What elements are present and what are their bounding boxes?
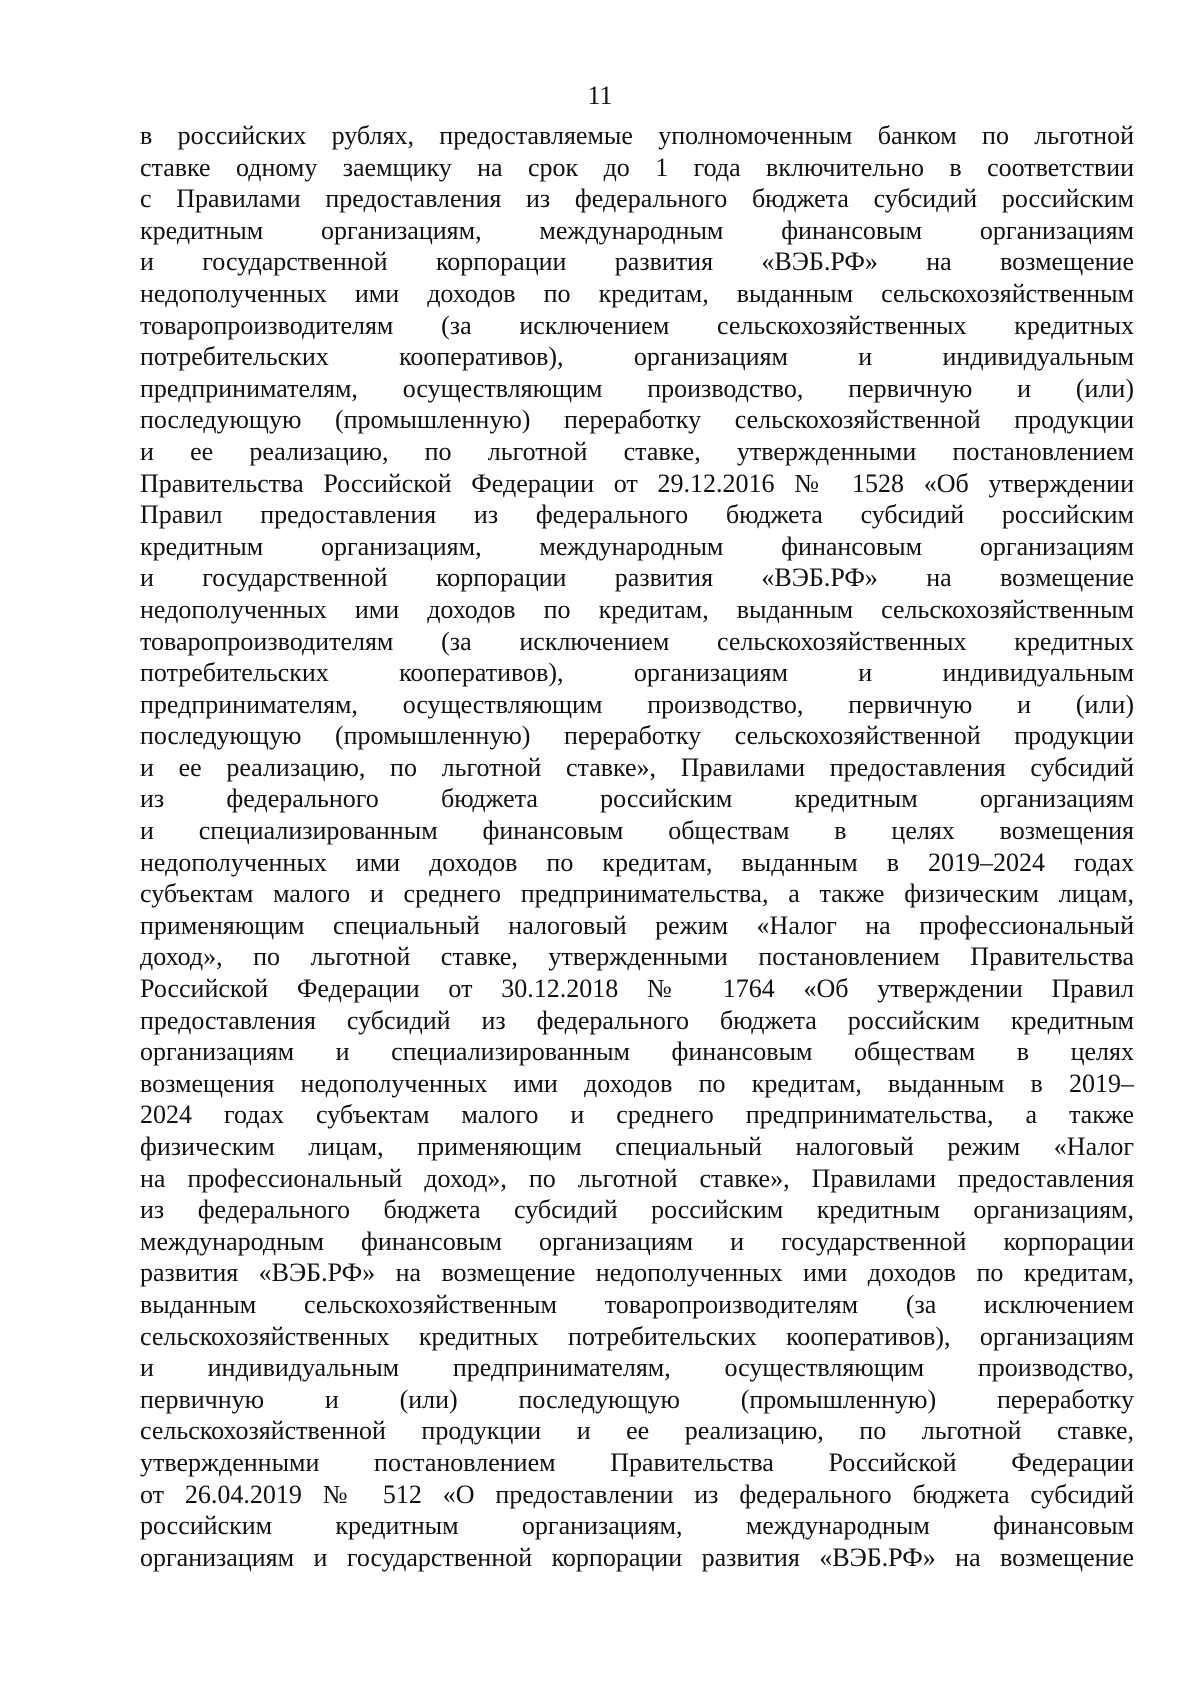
text-line: от 26.04.2019 № 512 «О предоставлении из федерального бюджета субсидий bbox=[140, 1479, 1134, 1509]
text-line: Правил предоставления из федерального бюджета субсидий российским bbox=[140, 500, 1134, 530]
text-line: Российской Федерации от 30.12.2018 № 1764 «Об утверждении Правил bbox=[140, 974, 1134, 1004]
text-line: физическим лицам, применяющим специальный налоговый режим «Налог bbox=[140, 1132, 1134, 1161]
text-line: с Правилами предоставления из федерального бюджета субсидий российским bbox=[140, 184, 1134, 214]
text-line: сельскохозяйственной продукции и ее реализацию, по льготной ставке, bbox=[140, 1416, 1134, 1446]
text-line: недополученных ими доходов по кредитам, выданным в 2019–2024 годах bbox=[140, 847, 1134, 877]
text-line: Правительства Российской Федерации от 29.12.2016 № 1528 «Об утверждении bbox=[140, 468, 1134, 498]
text-line: российским кредитным организациям, международным финансовым bbox=[140, 1511, 1134, 1541]
text-line: из федерального бюджета российским кредитным организациям bbox=[140, 784, 1134, 814]
text-line: сельскохозяйственных кредитных потребительских кооперативов), организациям bbox=[140, 1321, 1134, 1351]
text-line: выданным сельскохозяйственным товаропроизводителям (за исключением bbox=[140, 1289, 1134, 1319]
text-line: возмещения недополученных ими доходов по кредитам, выданным в 2019– bbox=[140, 1068, 1134, 1098]
text-line: товаропроизводителям (за исключением сельскохозяйственных кредитных bbox=[140, 626, 1134, 656]
text-line: предпринимателям, осуществляющим производство, первичную и (или) bbox=[140, 373, 1134, 403]
text-line: кредитным организациям, международным финансовым организациям bbox=[140, 531, 1134, 561]
text-line: и государственной корпорации развития «ВЭБ.РФ» на возмещение bbox=[140, 563, 1134, 593]
text-line: организациям и государственной корпорации развития «ВЭБ.РФ» на возмещение bbox=[140, 1542, 1134, 1572]
text-line: ставке одному заемщику на срок до 1 года включительно в соответствии bbox=[140, 152, 1134, 182]
text-line: организациям и специализированным финансовым обществам в целях bbox=[140, 1037, 1134, 1067]
text-line: кредитным организациям, международным финансовым организациям bbox=[140, 215, 1134, 245]
text-line: в российских рублях, предоставляемые уполномоченным банком по льготной bbox=[140, 121, 1134, 150]
text-line: утвержденными постановлением Правительства Российской Федерации bbox=[140, 1447, 1134, 1477]
text-line: и индивидуальным предпринимателям, осуществляющим производство, bbox=[140, 1353, 1134, 1383]
text-line: международным финансовым организациям и государственной корпорации bbox=[140, 1226, 1134, 1256]
text-line: доход», по льготной ставке, утвержденными постановлением Правительства bbox=[140, 942, 1134, 972]
text-line: и ее реализацию, по льготной ставке, утвержденными постановлением bbox=[140, 436, 1134, 466]
text-line: развития «ВЭБ.РФ» на возмещение недополученных ими доходов по кредитам, bbox=[140, 1258, 1134, 1288]
text-line: и ее реализацию, по льготной ставке», Правилами предоставления субсидий bbox=[140, 752, 1134, 782]
text-line: последующую (промышленную) переработку сельскохозяйственной продукции bbox=[140, 405, 1134, 435]
text-line: субъектам малого и среднего предпринимательства, а также физическим лицам, bbox=[140, 879, 1134, 909]
text-line: последующую (промышленную) переработку сельскохозяйственной продукции bbox=[140, 721, 1134, 751]
text-line: предоставления субсидий из федерального бюджета российским кредитным bbox=[140, 1005, 1134, 1035]
page-number: 11 bbox=[587, 81, 613, 110]
text-line: недополученных ими доходов по кредитам, выданным сельскохозяйственным bbox=[140, 594, 1134, 624]
text-line: потребительских кооперативов), организациям и индивидуальным bbox=[140, 658, 1134, 688]
text-line: из федерального бюджета субсидий российским кредитным организациям, bbox=[140, 1195, 1134, 1225]
body-text bbox=[140, 120, 1134, 1573]
text-line: потребительских кооперативов), организациям и индивидуальным bbox=[140, 342, 1134, 372]
text-line: применяющим специальный налоговый режим «Налог на профессиональный bbox=[140, 910, 1134, 940]
text-line: первичную и (или) последующую (промышленную) переработку bbox=[140, 1384, 1134, 1414]
text-line: 2024 годах субъектам малого и среднего предпринимательства, а также bbox=[140, 1100, 1134, 1130]
text-line: товаропроизводителям (за исключением сельскохозяйственных кредитных bbox=[140, 310, 1134, 340]
text-line: на профессиональный доход», по льготной ставке», Правилами предоставления bbox=[140, 1163, 1134, 1193]
text-line: предпринимателям, осуществляющим производство, первичную и (или) bbox=[140, 689, 1134, 719]
text-line: и специализированным финансовым обществам в целях возмещения bbox=[140, 816, 1134, 846]
text-line: недополученных ими доходов по кредитам, выданным сельскохозяйственным bbox=[140, 278, 1134, 308]
text-line: и государственной корпорации развития «ВЭБ.РФ» на возмещение bbox=[140, 247, 1134, 277]
